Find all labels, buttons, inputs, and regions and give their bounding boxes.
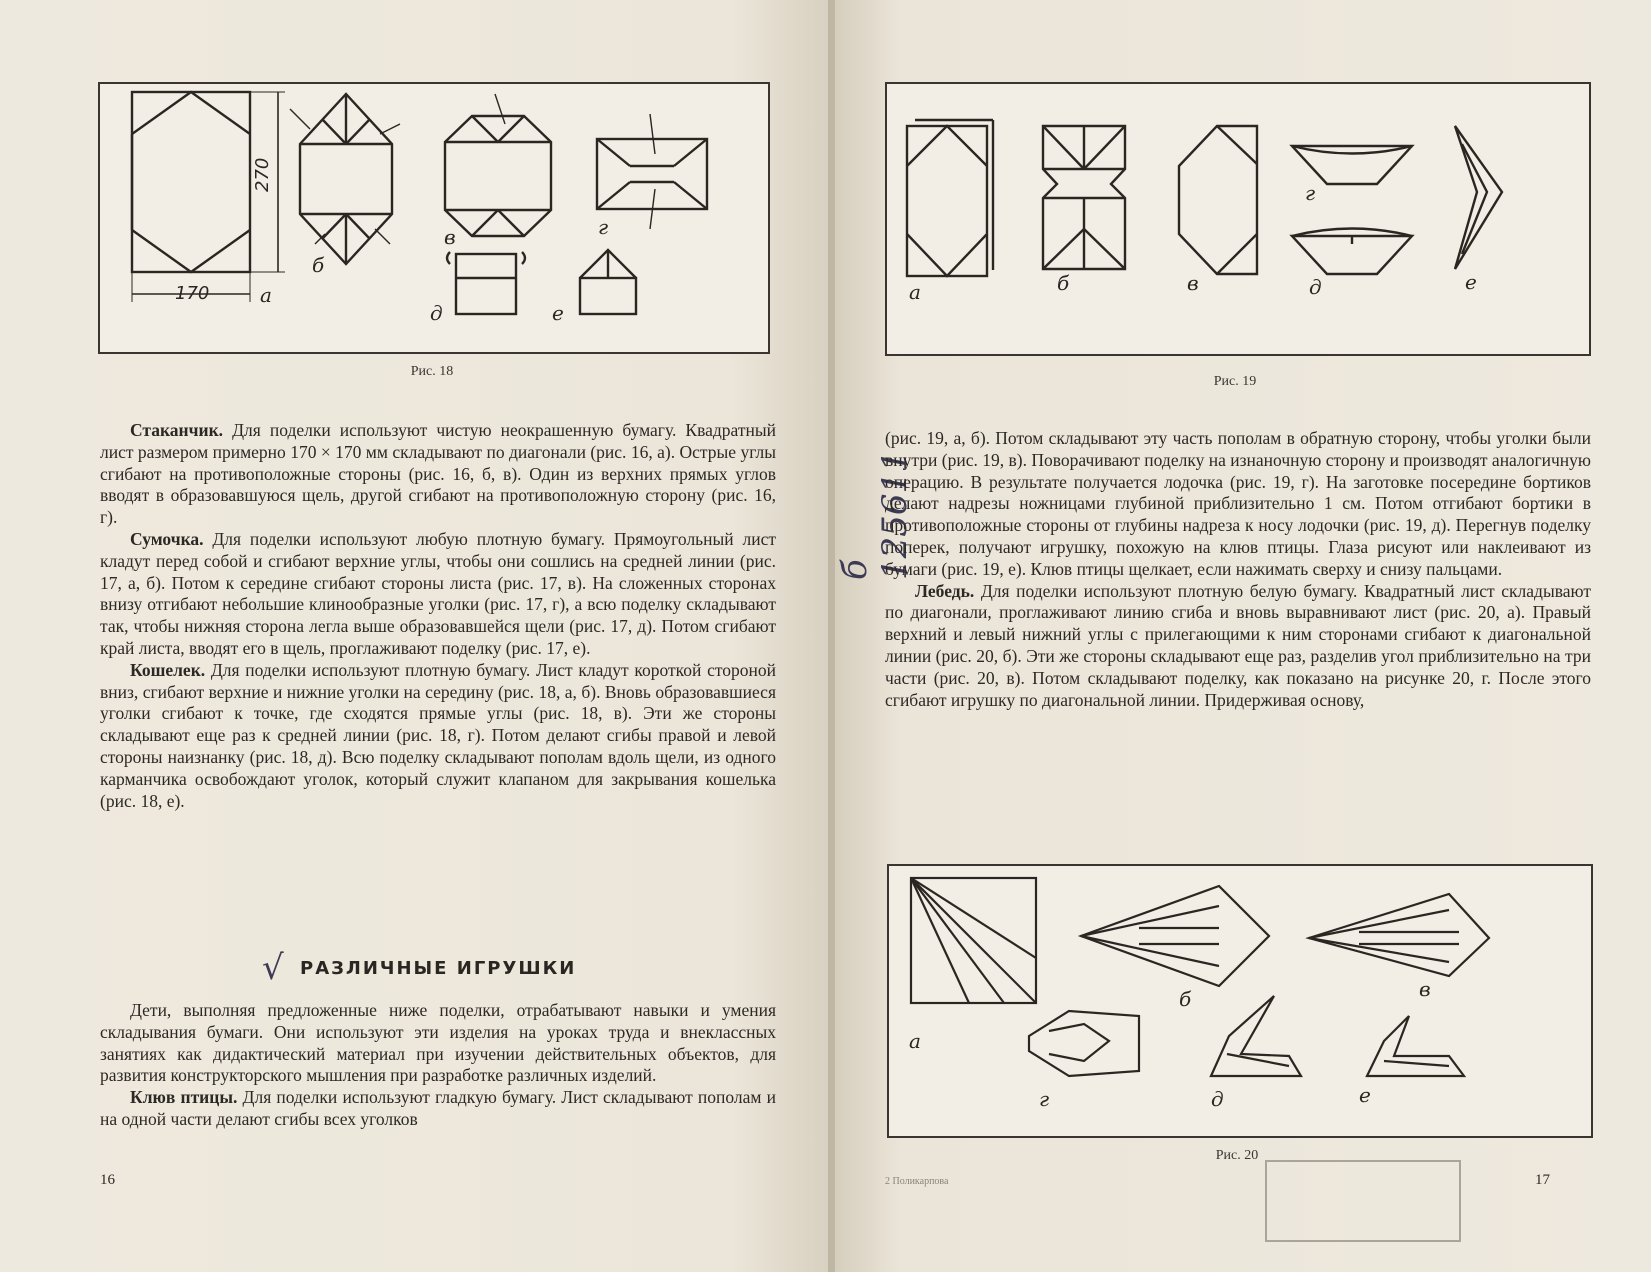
fig18-label-a: а bbox=[260, 283, 272, 307]
handwritten-inventory-number: б 125611 bbox=[835, 450, 915, 580]
figure-19-caption: Рис. 19 bbox=[1213, 374, 1257, 389]
fig18-label-e: е bbox=[552, 301, 564, 325]
fig18-label-b: б bbox=[312, 253, 325, 277]
fig19-label-e: е bbox=[1465, 270, 1477, 294]
footer-signature: 2 Поликарпова bbox=[885, 1176, 949, 1187]
fig20-label-a: а bbox=[909, 1029, 921, 1053]
figure-19-drawing bbox=[887, 84, 1589, 354]
page-number-left: 16 bbox=[100, 1172, 115, 1188]
fig20-label-e: е bbox=[1359, 1083, 1371, 1107]
dim-170: 170 bbox=[175, 283, 210, 304]
paragraph-stakanchik: Стаканчик. Для поделки используют чистую неокрашенную бумагу. Квадратный лист размером примерно 170 × 170 мм складывают по диагонали (рис. 16, а). Острые углы сгибают на противоположные стороны (рис. 16, б, в). Один из верхних прямых углов вводят в образовавшуюся щель, другой сгибают на противоположную сторону (рис. 16, г). bbox=[100, 420, 776, 528]
left-text-block-2 bbox=[100, 1000, 776, 1131]
fig19-label-d: д bbox=[1309, 275, 1322, 299]
figure-20-caption: Рис. 20 bbox=[1215, 1148, 1259, 1163]
right-page bbox=[835, 0, 1651, 1272]
fig20-label-d: д bbox=[1211, 1087, 1224, 1111]
fig19-label-a: а bbox=[909, 280, 921, 304]
section-heading: РАЗЛИЧНЫЕ ИГРУШКИ bbox=[300, 958, 577, 979]
figure-20-drawing bbox=[889, 866, 1591, 1136]
figure-20 bbox=[887, 864, 1593, 1138]
dim-270: 270 bbox=[252, 157, 273, 192]
paragraph-intro: Дети, выполняя предложенные ниже поделки, отрабатывают навыки и умения складывания бумаги. Они используют эти изделия на уроках труда и внеклассных занятиях как дидактический материал при изучении действительных объектов, для развития конструкторского мышления при разработке различных изделий. bbox=[100, 1000, 776, 1086]
fig18-label-d: д bbox=[430, 301, 443, 325]
figure-18 bbox=[98, 82, 770, 354]
fig19-label-b: б bbox=[1057, 271, 1070, 295]
fig18-label-v: в bbox=[444, 225, 456, 249]
paragraph-klyuv-cont: (рис. 19, а, б). Потом складывают эту часть пополам в обратную сторону, чтобы уголки были внутри (рис. 19, в). Поворачивают поделку на изнаночную сторону и производят аналогичную операцию. В результате получается лодочка (рис. 19, г). На заготовке посередине бортиков делают надрезы ножницами глубиной приблизительно 1 см. Потом отгибают бортики в противоположные стороны от глубины надреза к носу лодочки (рис. 19, д). Перегнув поделку поперек, получают игрушку, похожую на клюв птицы. Глаза рисуют или наклеивают из бумаги (рис. 19, е). Клюв птицы щелкает, если нажимать сверху и снизу пальцами. bbox=[885, 428, 1591, 579]
fig19-label-g: г bbox=[1305, 181, 1316, 205]
page-number-right: 17 bbox=[1535, 1172, 1550, 1188]
paragraph-sumochka: Сумочка. Для поделки используют любую плотную бумагу. Прямоугольный лист кладут перед собой и сгибают верхние углы, чтобы они сошлись на средней линии (рис. 17, а, б). Потом к середине сгибают стороны листа (рис. 17, в). На сложенных сторонах внизу отгибают небольшие клинообразные уголки (рис. 17, г), а всю поделку складывают так, чтобы нижняя сторона легла выше образовавшейся щели (рис. 17, д). Потом сгибают край листа, вводят его в щель, проглаживают поделку (рис. 17, е). bbox=[100, 528, 776, 658]
fig18-label-g: г bbox=[598, 215, 609, 239]
figure-19 bbox=[885, 82, 1591, 356]
paragraph-koshelek: Кошелек. Для поделки используют плотную бумагу. Лист кладут короткой стороной вниз, сгибают верхние и нижние уголки на середину (рис. 18, а, б). Вновь образовавшиеся уголки сгибают к точке, где сходятся прямые углы (рис. 18, в). Эти же стороны складывают еще раз к средней линии (рис. 18, г). Потом делают сгибы правой и левой стороны наизнанку (рис. 18, д). Всю поделку складывают пополам вдоль щели, из одного карманчика освобождают уголок, который служит клапаном для закрывания кошелька (рис. 18, е). bbox=[100, 659, 776, 811]
figure-18-drawing bbox=[100, 84, 768, 352]
checkmark-mark: √ bbox=[262, 948, 284, 988]
library-stamp bbox=[1265, 1160, 1461, 1242]
figure-18-caption: Рис. 18 bbox=[410, 364, 454, 379]
fig20-label-b: б bbox=[1179, 987, 1192, 1011]
paragraph-klyuv: Клюв птицы. Для поделки используют гладкую бумагу. Лист складывают пополам и на одной части делают сгибы всех уголков bbox=[100, 1087, 776, 1129]
right-text-block bbox=[885, 428, 1591, 711]
paragraph-lebed: Лебедь. Для поделки используют плотную белую бумагу. Квадратный лист складывают по диагонали, проглаживают линию сгиба и вновь выравнивают лист (рис. 20, а). Правый верхний и левый нижний углы с прилегающими к ним сторонами сгибают к диагональной линии (рис. 20, б). Эти же стороны складывают еще раз, разделив угол приблизительно на три части (рис. 20, в). Потом складывают поделку, как показано на рисунке 20, г. После этого сгибают игрушку по диагональной линии. Придерживая основу, bbox=[885, 580, 1591, 710]
left-text-block-1 bbox=[100, 420, 776, 812]
fig20-label-v: в bbox=[1419, 977, 1431, 1001]
fig19-label-v: в bbox=[1187, 271, 1199, 295]
fig20-label-g: г bbox=[1039, 1087, 1050, 1111]
